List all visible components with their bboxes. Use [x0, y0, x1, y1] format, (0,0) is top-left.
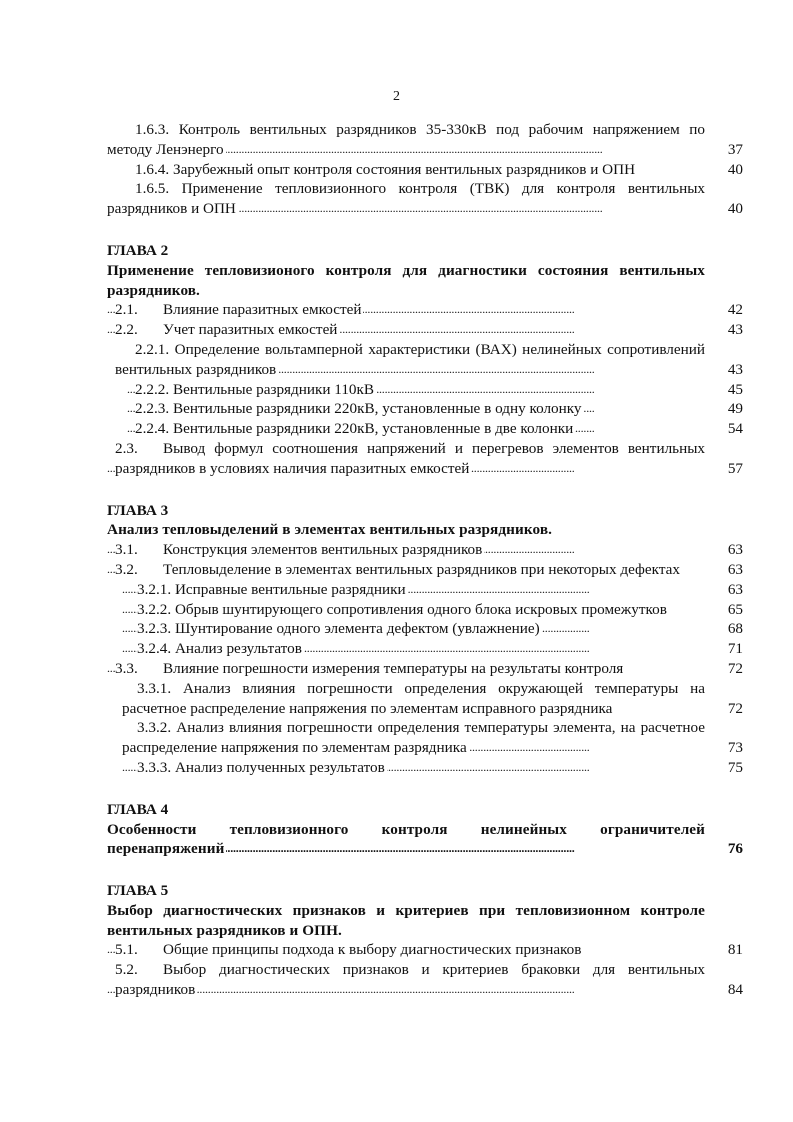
- toc-entry-number: 3.3.3.: [137, 758, 172, 776]
- toc-entry[interactable]: [107, 419, 743, 439]
- toc-entry-label: Конструкция элементов вентильных разрядников: [163, 541, 483, 559]
- toc-entry-number: 2.1.: [115, 301, 138, 319]
- chapter-title-row[interactable]: [107, 901, 743, 941]
- toc-entry-text: [107, 659, 705, 679]
- chapter-title: Применение тепловизионого контроля для диагностики состояния вентильных разрядников.: [107, 261, 705, 299]
- chapter-heading: ГЛАВА 3: [107, 501, 169, 519]
- toc-entry-text: [107, 540, 705, 560]
- toc-entry-page: 40: [727, 160, 743, 178]
- page-number: 2: [393, 89, 400, 104]
- toc-entry-text: [107, 600, 705, 620]
- toc-entry-text: [107, 179, 705, 219]
- toc-entry-number: 2.2.1.: [135, 340, 170, 358]
- toc-entry-number: 2.2.3.: [135, 400, 170, 418]
- toc-entry-title: [122, 719, 705, 756]
- toc-entry-text: [107, 679, 705, 719]
- toc-entry-number: 3.2.3.: [137, 620, 172, 638]
- chapter-title: Выбор диагностических признаков и критериев при тепловизионном контроле вентильных разрядников и ОПН.: [107, 901, 705, 939]
- toc-entry-title: [137, 620, 542, 637]
- toc-entry-page: 37: [727, 140, 743, 158]
- toc-entry-title: [115, 440, 705, 477]
- toc-entry[interactable]: [107, 679, 743, 719]
- toc-entry-page: 42: [727, 301, 743, 319]
- toc-entry[interactable]: [107, 960, 743, 1000]
- chapter-title-text: [107, 901, 705, 941]
- toc-entry-number: 3.2.2.: [137, 600, 172, 618]
- toc-entry-label: Исправные вентильные разрядники: [174, 580, 406, 598]
- toc-entry-number: 5.2.: [115, 961, 138, 979]
- toc-entry-number: 3.3.: [115, 659, 138, 677]
- toc-entry-page: 72: [727, 659, 743, 677]
- chapter-title-text: [107, 520, 705, 540]
- toc-entry-number: 2.2.: [115, 321, 138, 339]
- toc-entry[interactable]: [107, 619, 743, 639]
- toc-entry-page: 57: [727, 459, 743, 477]
- toc-entry-title: [135, 400, 584, 417]
- toc-entry-title: [115, 541, 484, 558]
- toc-entry-title: [115, 941, 583, 958]
- toc-entry-text: [107, 940, 705, 960]
- toc-entry-page: 63: [727, 580, 743, 598]
- toc-entry-title: [107, 121, 705, 158]
- toc-entry-number: 3.2.4.: [137, 640, 172, 658]
- toc-entry[interactable]: [107, 120, 743, 160]
- toc-entry-page: 68: [727, 620, 743, 638]
- toc-entry-label: Анализ влияния погрешности определения окружающей температуры на расчетное распределение напряжения по элементам исправного разрядника: [122, 679, 705, 717]
- chapter-page: 76: [727, 840, 743, 858]
- toc-entry-page: 65: [727, 600, 743, 618]
- toc-entry[interactable]: [107, 179, 743, 219]
- toc-entry-title: [137, 581, 408, 598]
- toc-entry-page: 72: [727, 699, 743, 717]
- toc-entry-label: Применение тепловизионного контроля (ТВК) для контроля вентильных разрядников и ОПН: [107, 180, 705, 218]
- chapter-title-row[interactable]: [107, 820, 743, 860]
- toc-entry-text: [107, 419, 705, 439]
- toc-entry-number: 2.2.2.: [135, 380, 170, 398]
- toc-entry[interactable]: [107, 340, 743, 380]
- toc-entry-page: 73: [727, 739, 743, 757]
- toc-entry-label: Обрыв шунтирующего сопротивления одного блока искровых промежутков: [174, 600, 667, 618]
- chapter-title: Анализ тепловыделений в элементах вентильных разрядников.: [107, 521, 553, 539]
- toc-entry-page: 71: [727, 640, 743, 658]
- toc-entry-label: Вентильные разрядники 220кВ, установленные в одну колонку: [172, 400, 582, 418]
- toc-entry-label: Общие принципы подхода к выбору диагностических признаков: [163, 941, 582, 959]
- toc-entry-label: Анализ полученных результатов: [174, 758, 385, 776]
- toc-entry[interactable]: [107, 380, 743, 400]
- toc-entry-text: [107, 160, 705, 180]
- toc-entry[interactable]: [107, 758, 743, 778]
- toc-entry-number: 3.1.: [115, 541, 138, 559]
- toc-entry-title: [115, 341, 705, 378]
- toc-entry-text: [107, 639, 705, 659]
- toc-entry-text: [107, 960, 705, 1000]
- toc-entry-number: 1.6.5.: [135, 180, 170, 198]
- toc-entry-text: [107, 380, 705, 400]
- toc-entry-title: [115, 660, 625, 677]
- toc-entry-title: [115, 961, 705, 998]
- toc-entry-page: 40: [727, 200, 743, 218]
- toc-entry-page: 43: [727, 360, 743, 378]
- toc-entry-number: 3.3.1.: [137, 679, 172, 697]
- toc-entry-text: [107, 758, 705, 778]
- toc-entry-text: [107, 399, 705, 419]
- chapter-title-row[interactable]: [107, 261, 743, 301]
- toc-entry[interactable]: [107, 600, 743, 620]
- toc-entry[interactable]: [107, 639, 743, 659]
- chapter-title: Особенности тепловизионного контроля нелинейных ограничителей перенапряжений: [107, 820, 705, 858]
- toc-entry-page: 45: [727, 380, 743, 398]
- toc-entry-title: [137, 601, 669, 618]
- toc-entry-title: [135, 381, 376, 398]
- toc-entry-text: [107, 580, 705, 600]
- toc-entry-page: 84: [727, 981, 743, 999]
- toc-entry-number: 3.2.: [115, 560, 138, 578]
- toc-entry-title: [135, 420, 575, 437]
- toc-entry-label: Влияние погрешности измерения температуры на результаты контроля: [163, 659, 624, 677]
- toc-entry-label: Контроль вентильных разрядников 35-330кВ под рабочим напряжением по методу Ленэнерго: [107, 121, 705, 158]
- toc-entry-text: [107, 439, 705, 479]
- toc-entry[interactable]: [107, 718, 743, 758]
- toc-entry-number: 5.1.: [115, 941, 138, 959]
- toc-entry-text: [107, 619, 705, 639]
- toc-entry[interactable]: [107, 160, 743, 180]
- toc-entry-number: 3.3.2.: [137, 719, 172, 737]
- toc-entry[interactable]: [107, 399, 743, 419]
- toc-entry-label: Вывод формул соотношения напряжений и перегревов элементов вентильных разрядников в условиях наличия паразитных емкостей: [115, 439, 705, 477]
- toc-entry-label: Тепловыделение в элементах вентильных разрядников при некоторых дефектах: [163, 560, 680, 578]
- toc-entry-title: [122, 680, 705, 717]
- toc-entry-label: Анализ влияния погрешности определения температуры элемента, на расчетное распределение напряжения по элементам разрядника: [122, 719, 705, 757]
- toc-entry-page: 43: [727, 321, 743, 339]
- toc-entry[interactable]: [107, 560, 743, 580]
- toc-entry-number: 2.3.: [115, 439, 138, 457]
- toc-entry-page: 81: [727, 941, 743, 959]
- toc-entry-title: [107, 180, 705, 217]
- toc-entry-text: [107, 300, 705, 320]
- toc-entry-page: 54: [727, 420, 743, 438]
- toc-entry-title: [137, 759, 387, 776]
- chapter-heading: ГЛАВА 5: [107, 882, 169, 900]
- toc-entry[interactable]: [107, 540, 743, 560]
- toc-entry-label: Учет паразитных емкостей: [163, 321, 338, 339]
- chapter-title-row[interactable]: [107, 520, 743, 540]
- toc-entry[interactable]: [107, 580, 743, 600]
- toc-entry-label: Зарубежный опыт контроля состояния вентильных разрядников и ОПН: [172, 160, 636, 178]
- toc-entry-text: [107, 320, 705, 340]
- toc-entry-number: 2.2.4.: [135, 420, 170, 438]
- toc-entry-page: 63: [727, 560, 743, 578]
- toc-entry-label: Выбор диагностических признаков и критериев браковки для вентильных разрядников: [115, 961, 705, 999]
- toc-entry-label: Анализ результатов: [174, 640, 302, 658]
- toc-entry-title: [135, 161, 637, 178]
- toc-entry[interactable]: [107, 300, 743, 320]
- toc-entry-page: 75: [727, 758, 743, 776]
- chapter-title-text: [107, 820, 705, 860]
- toc-entry-title: [137, 640, 304, 657]
- toc-entry-label: Влияние паразитных емкостей: [163, 301, 362, 319]
- toc-entry-label: Вентильные разрядники 110кВ: [172, 380, 375, 398]
- toc-entry[interactable]: [107, 659, 743, 679]
- toc-entry-text: [107, 340, 705, 380]
- toc-entry-number: 3.2.1.: [137, 580, 172, 598]
- toc-entry-label: Определение вольтамперной характеристики (ВАХ) нелинейных сопротивлений вентильных разрядников: [115, 340, 705, 378]
- toc-entry[interactable]: [107, 439, 743, 479]
- toc-entry-title: [115, 561, 682, 578]
- toc-entry-number: 1.6.4.: [135, 160, 170, 178]
- toc-entry[interactable]: [107, 320, 743, 340]
- toc-entry-label: Вентильные разрядники 220кВ, установленные в две колонки: [172, 420, 574, 438]
- toc-entry-label: Шунтирование одного элемента дефектом (увлажнение): [174, 620, 540, 638]
- toc-entry-title: [115, 301, 363, 318]
- toc-entry-title: [115, 321, 339, 338]
- chapter-heading: ГЛАВА 2: [107, 241, 169, 259]
- toc-entry-page: 49: [727, 400, 743, 418]
- toc-entry[interactable]: [107, 940, 743, 960]
- chapter-title-text: [107, 261, 705, 301]
- toc-entry-number: 1.6.3.: [135, 121, 170, 138]
- toc-entry-text: [107, 718, 705, 758]
- chapter-heading: ГЛАВА 4: [107, 800, 169, 818]
- toc-entry-text: [107, 120, 705, 160]
- table-of-contents: [107, 120, 743, 1000]
- toc-entry-text: [107, 560, 705, 580]
- toc-entry-page: 63: [727, 541, 743, 559]
